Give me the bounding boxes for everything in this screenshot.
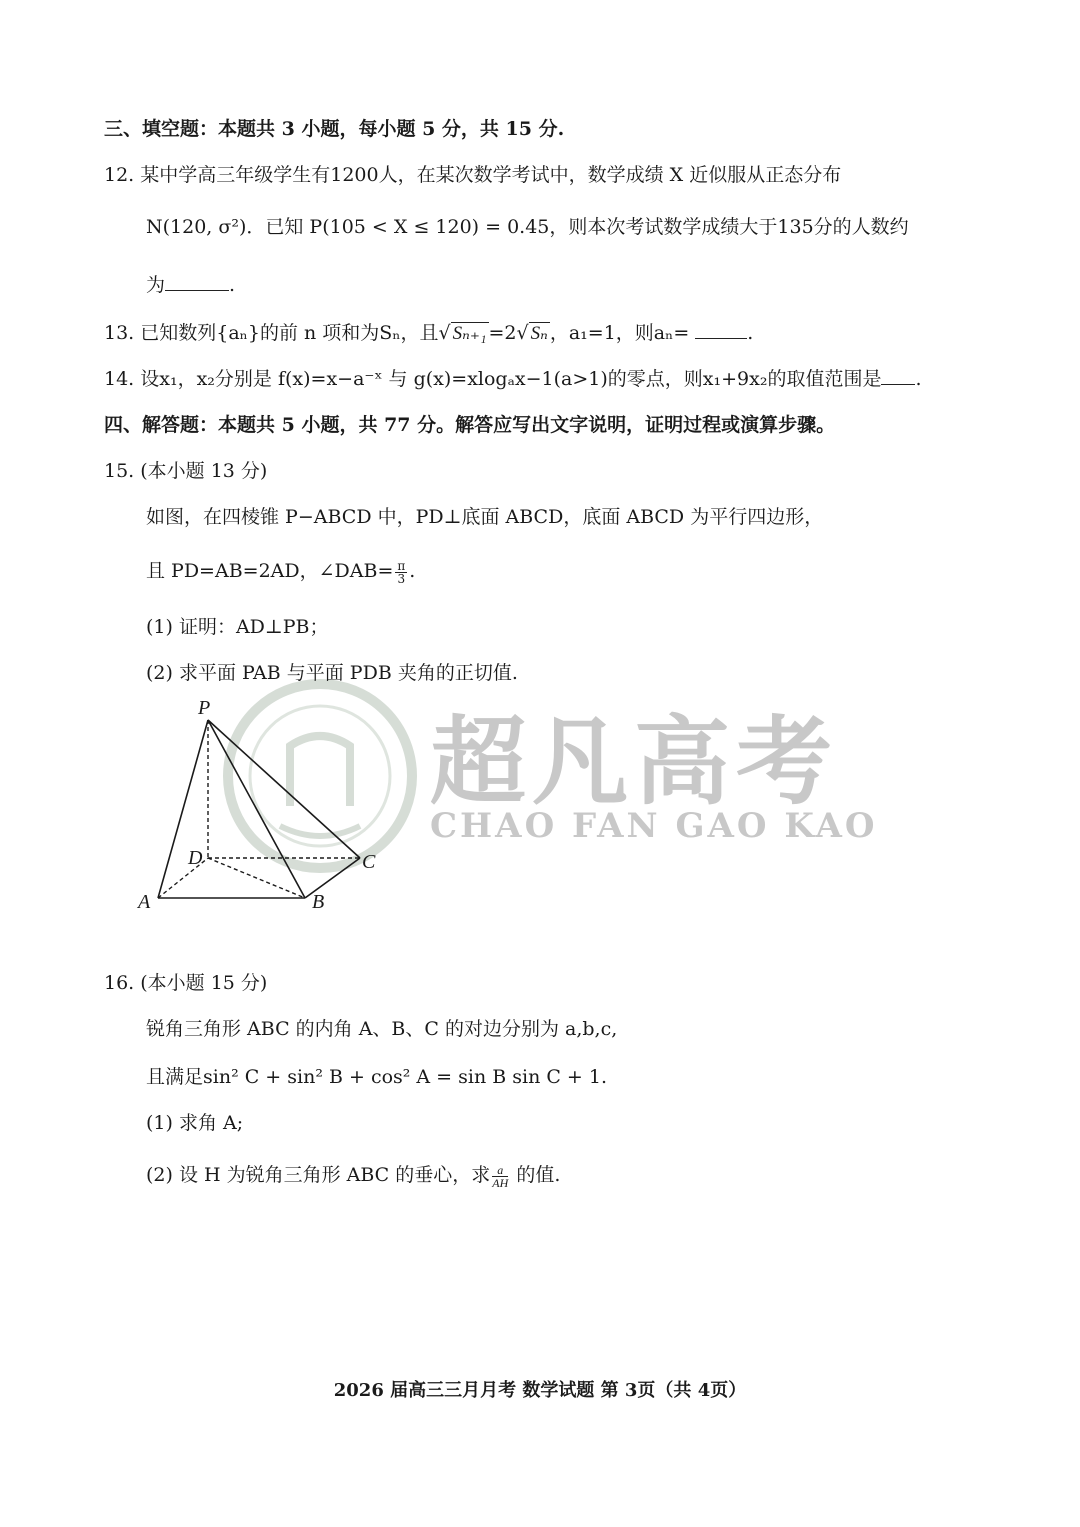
q16-frac-den: AH (492, 1175, 509, 1190)
q15-frac-num: π (397, 558, 406, 573)
section-4-heading: 四、解答题：本题共 5 小题，共 77 分。解答应写出文字说明，证明过程或演算步骤。 (104, 414, 836, 436)
q13-answer-blank[interactable] (695, 320, 747, 339)
q16-fraction (492, 1164, 508, 1189)
label-P: P (198, 697, 211, 719)
q15-frac-den: 3 (397, 571, 406, 586)
q13-sqrt-right: Sₙ (530, 323, 548, 344)
q13-sqrt-left: Sₙ₊₁ (452, 323, 487, 344)
q12-line-2: N(120, σ²)．已知 P(105 < X ≤ 120) = 0.45，则本次考试数学成绩大于135分的人数约 (146, 216, 909, 238)
q12-line-1: 12. 某中学高三年级学生有1200人，在某次数学考试中，数学成绩 X 近似服从正态分布 (104, 164, 842, 186)
q14-line (104, 366, 922, 392)
q12-line-3 (146, 272, 235, 298)
q12-answer-prefix: 为 (146, 274, 166, 296)
pyramid-figure (130, 692, 400, 922)
q15-line-2-prefix: 且 PD=AB=2AD，∠DAB= (146, 560, 394, 582)
q13-end: . (747, 322, 754, 344)
watermark-text-cn: 超凡高考 (430, 706, 838, 818)
q13-line: 13. 已知数列{aₙ}的前 n 项和为Sₙ，且√ Sₙ₊₁ =2√ Sₙ ，a₁=1，则aₙ= . (104, 322, 754, 344)
q15-line-2 (146, 558, 415, 585)
q16-line-1: 锐角三角形 ABC 的内角 A、B、C 的对边分别为 a,b,c, (146, 1018, 618, 1040)
watermark-text-en: CHAO FAN GAO KAO (430, 806, 878, 846)
page-footer: 2026 届高三三月月考 数学试题 第 3页（共 4页） (333, 1380, 747, 1401)
label-D: D (188, 847, 203, 869)
q16-line-2: 且满足sin² C + sin² B + cos² A = sin B sin C + 1. (146, 1066, 608, 1088)
label-A: A (138, 891, 151, 913)
edge-PA (158, 720, 208, 898)
q15-line-2-suffix: . (409, 560, 416, 582)
q16-part-2-suffix: 的值. (516, 1164, 561, 1186)
edge-DB (208, 858, 305, 898)
q13-suffix: ，a₁=1，则aₙ= (549, 322, 690, 344)
q15-line-1: 如图，在四棱锥 P−ABCD 中，PD⊥底面 ABCD，底面 ABCD 为平行四边形， (146, 506, 824, 528)
label-C: C (362, 851, 376, 873)
q16-frac-num: a (492, 1164, 508, 1177)
q15-part-2: (2) 求平面 PAB 与平面 PDB 夹角的正切值. (146, 662, 518, 684)
q12-answer-suffix: . (229, 274, 236, 296)
q14-text: 14. 设x₁，x₂分别是 f(x)=x−a⁻ˣ 与 g(x)=xlogₐx−1(a>1)的零点，则x₁+9x₂的取值范围是 (104, 368, 882, 390)
q16-part-1: (1) 求角 A; (146, 1112, 244, 1134)
q16-part-2-prefix: (2) 设 H 为锐角三角形 ABC 的垂心，求 (146, 1164, 491, 1186)
q16-part-2 (146, 1162, 560, 1189)
q15-part-1: (1) 证明：AD⊥PB； (146, 616, 329, 638)
section-3-heading: 三、填空题：本题共 3 小题，每小题 5 分，共 15 分. (104, 118, 565, 140)
edge-PC (208, 720, 360, 858)
q15-angle-fraction (395, 560, 407, 585)
q12-answer-blank[interactable] (165, 272, 229, 291)
q13-prefix: 13. 已知数列{aₙ}的前 n 项和为Sₙ，且 (104, 322, 439, 344)
q16-header: 16. (本小题 15 分) (104, 972, 268, 994)
edge-PB (208, 720, 305, 898)
q13-mid: =2 (488, 322, 517, 344)
q14-answer-blank[interactable] (881, 366, 915, 385)
q15-header: 15. (本小题 13 分) (104, 460, 268, 482)
q14-end: . (915, 368, 922, 390)
label-B: B (312, 891, 325, 913)
